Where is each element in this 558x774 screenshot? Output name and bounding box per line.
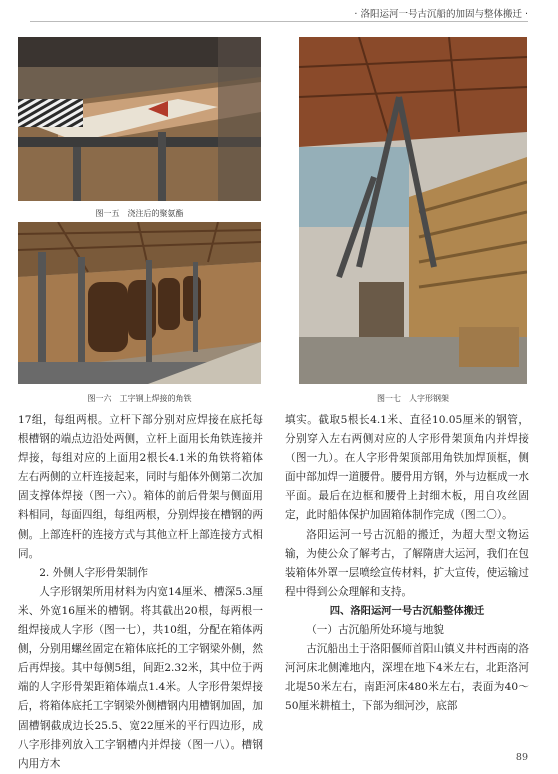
section-heading: 四、洛阳运河一号古沉船整体搬迁	[329, 604, 485, 617]
running-header	[0, 0, 558, 22]
figure-16-caption: 图一六 工字钢上焊接的角铁	[87, 394, 192, 403]
page-number: 89	[515, 752, 528, 763]
header-rule	[30, 21, 528, 22]
figure-17-caption: 图一七 人字形钢架	[377, 394, 449, 403]
right-paragraph-1: 填实。截取5根长4.1米、直径10.05厘米的钢管，分别穿入左右两侧对应的人字形骨架顶角内并焊接（图一九）。在人字形骨架顶部用角铁加焊顶框，侧面中部加焊一道腰骨。腰骨用方钢，外与边框成一水平面。最后在边框和腰骨上封细木板，用自攻丝固定，此时船体保护加固箱体制作完成（图二〇）。	[285, 414, 529, 522]
left-subheading: 2. 外侧人字形骨架制作	[39, 566, 149, 579]
right-paragraph-2: 洛阳运河一号古沉船的搬迁，为超大型文物运输，为使公众了解考古，了解隋唐大运河，我们在包装箱体外罩一层喷绘宣传材料，扩大宣传，使运输过程中得到公众理解和支持。	[285, 528, 529, 598]
left-text-column	[18, 411, 263, 774]
figure-16-photo	[18, 222, 261, 384]
left-paragraph-2: 人字形钢架所用材料为内宽14厘米、槽深5.3厘米、外宽16厘米的槽钢。将其截出20根，每两根一组焊接成人字形（图一七），共10组，分配在箱体两侧，分别用螺丝固定在箱体底托的工字钢梁外侧，然后再焊接。其中每侧5组，间距2.32米，其中位于两端的人字形骨架距箱体端点1.4米。人字形骨架焊接后，将箱体底托工字钢梁外侧槽钢内用槽钢加固，加固槽钢截成边长25.5、宽22厘米的平行四边形，成八字形排列放入工字钢槽内并焊接（图一八）。槽钢内用方木	[18, 585, 263, 770]
left-paragraph-1: 17组，每组两根。立杆下部分别对应焊接在底托每根槽钢的端点边沿处两侧，立杆上面用长角铁连接并焊接，每组对应的上面用2根长4.1米的角铁将箱体左右两侧的立杆连接起来，同时与船体外侧第二次加固支撑体焊接（图一六）。箱体的前后骨架与侧面用料相同，每面四组，每组两根，分别焊接在槽钢的两侧。上部连杆的连接方式与其他立杆上部连接方式相同。	[18, 414, 263, 560]
right-text-column	[285, 411, 529, 717]
figure-15-caption: 图一五 浇注后的聚氨酯	[95, 209, 184, 218]
figure-15-photo	[18, 37, 261, 201]
figure-17-photo	[299, 37, 527, 384]
right-subheading: （一）古沉船所处环境与地貌	[306, 624, 444, 637]
running-header-title: · 洛阳运河一号古沉船的加固与整体搬迁 ·	[354, 9, 528, 20]
right-paragraph-3: 古沉船出土于洛阳偃师首阳山镇义井村西南的洛河河床北侧滩地内，深埋在地下4米左右，北距洛河北堤50米左右，南距河床480米左右，表面为40～50厘米耕植土，下部为细河沙，底部	[285, 643, 529, 713]
